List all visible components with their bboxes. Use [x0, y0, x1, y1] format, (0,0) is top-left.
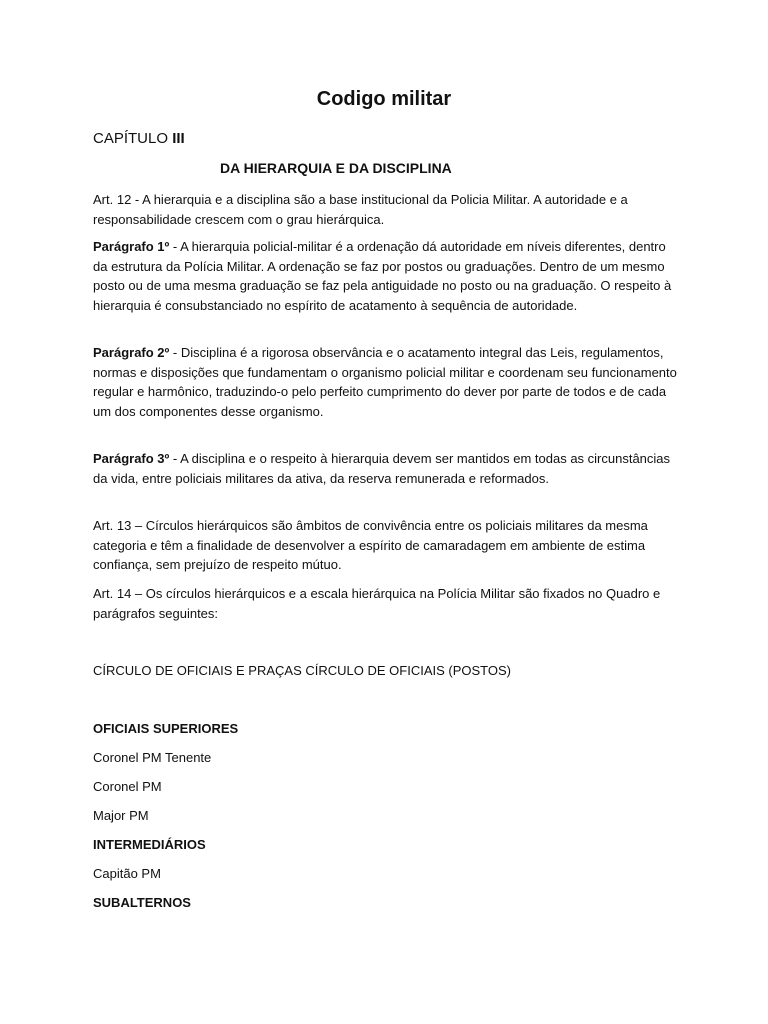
chapter-number: III — [172, 130, 185, 147]
paragraph-1 — [93, 237, 678, 315]
paragraph-3 — [93, 449, 678, 488]
paragraph-2 — [93, 343, 678, 421]
article-13: Art. 13 – Círculos hierárquicos são âmbitos de convivência entre os policiais militares da mesma categoria e têm a finalidade de desenvolver a espírito de camaradagem em ambiente de estima confiança, sem prejuízo de respeito mútuo. — [93, 518, 648, 572]
paragraph-3-label: Parágrafo 3º — [93, 451, 170, 466]
paragraph-3-text: - A disciplina e o respeito à hierarquia devem ser mantidos em todas as circunstâncias da vida, entre policiais militares da ativa, da reserva remunerada e reformados. — [93, 451, 671, 486]
paragraph-2-label: Parágrafo 2º — [93, 345, 170, 360]
rank-major: Major PM — [93, 808, 149, 823]
document-title: Codigo militar — [316, 88, 452, 110]
chapter-label: CAPÍTULO — [93, 130, 169, 147]
chapter-heading — [93, 130, 185, 147]
article-12: Art. 12 - A hierarquia e a disciplina são a base institucional da Policia Militar. A autoridade e a responsabilidade crescem com o grau hierárquica. — [93, 192, 628, 227]
intermediarios-heading: INTERMEDIÁRIOS — [93, 837, 206, 852]
article-14: Art. 14 – Os círculos hierárquicos e a escala hierárquica na Polícia Militar são fixados no Quadro e parágrafos seguintes: — [93, 586, 661, 621]
rank-coronel-tenente: Coronel PM Tenente — [93, 750, 212, 765]
subalternos-heading: SUBALTERNOS — [93, 895, 191, 910]
rank-coronel: Coronel PM — [93, 779, 162, 794]
section-heading: DA HIERARQUIA E DA DISCIPLINA — [220, 160, 452, 176]
paragraph-2-text: - Disciplina é a rigorosa observância e o acatamento integral das Leis, regulamentos, normas e disposições que fundamentam o organismo policial militar e coordenam seu funcionamento regular e harmônico, traduzindo-o pelo perfeito cumprimento do dever por parte de todos e de cada um dos componentes desse organismo. — [93, 345, 677, 419]
paragraph-1-text: - A hierarquia policial-militar é a ordenação dá autoridade em níveis diferentes, dentro da estrutura da Polícia Militar. A ordenação se faz por postos ou graduações. Dentro de um mesmo posto ou de uma mesma graduação se faz pela antiguidade no posto ou na graduação. O respeito à hierarquia é consubstanciado no espírito de acatamento à sequência de autoridade. — [93, 239, 672, 313]
rank-capitao: Capitão PM — [93, 866, 161, 881]
paragraph-1-label: Parágrafo 1º — [93, 239, 170, 254]
circles-heading: CÍRCULO DE OFICIAIS E PRAÇAS CÍRCULO DE OFICIAIS (POSTOS) — [93, 663, 511, 678]
oficiais-superiores-heading: OFICIAIS SUPERIORES — [93, 721, 239, 736]
